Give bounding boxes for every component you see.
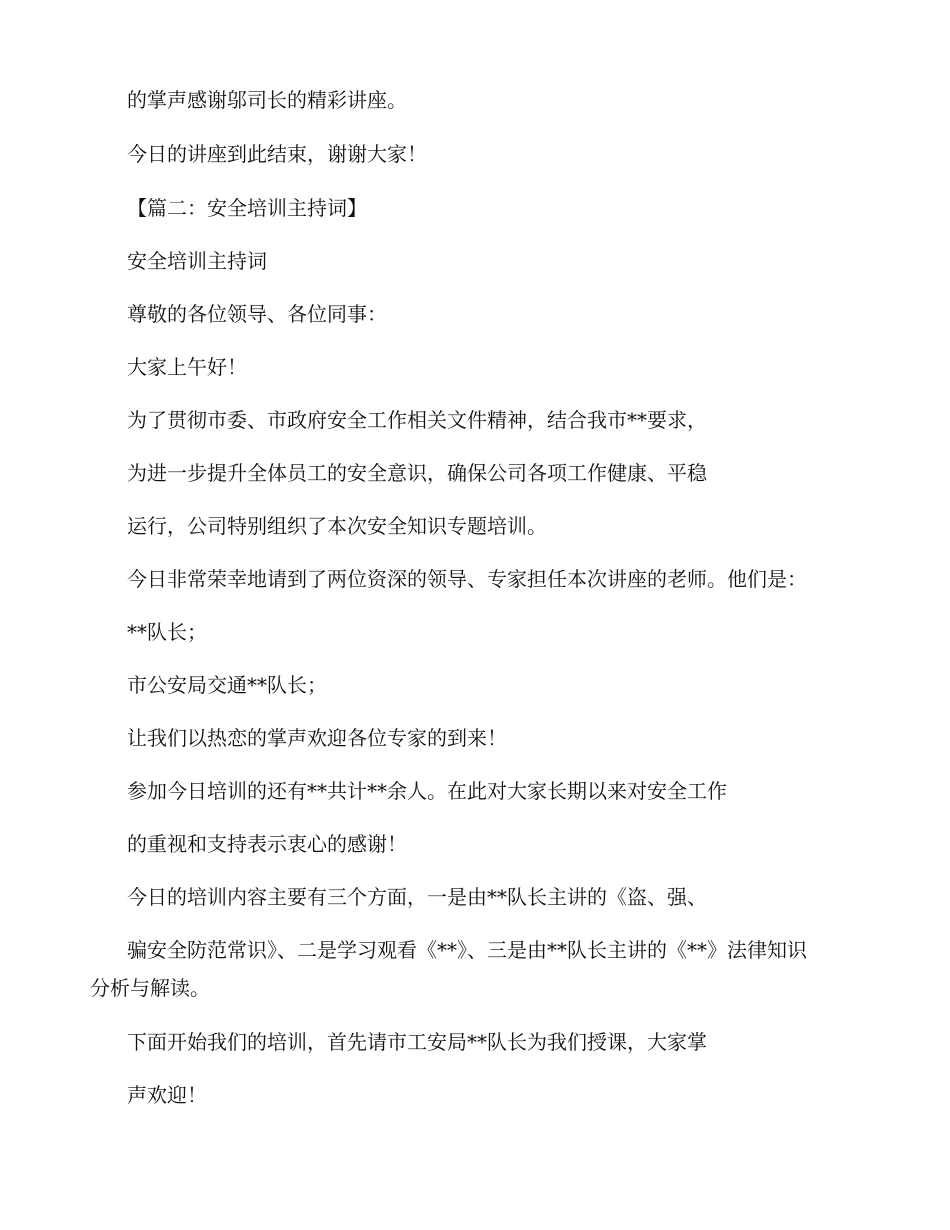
paragraph-line: 下面开始我们的培训，首先请市工安局**队长为我们授课，大家掌 — [127, 1030, 707, 1054]
section-heading: 【篇二：安全培训主持词】 — [127, 196, 367, 220]
paragraph-line: 的重视和支持表示衷心的感谢！ — [127, 832, 407, 856]
document-title: 安全培训主持词 — [127, 249, 267, 273]
paragraph-line: 为了贯彻市委、市政府安全工作相关文件精神，结合我市**要求， — [127, 408, 707, 432]
paragraph-line: 今日的讲座到此结束，谢谢大家！ — [127, 142, 427, 166]
paragraph-line: 参加今日培训的还有**共计**余人。在此对大家长期以来对安全工作 — [127, 779, 727, 803]
salutation: 尊敬的各位领导、各位同事： — [127, 302, 387, 326]
list-item: **队长； — [127, 620, 207, 644]
greeting: 大家上午好！ — [127, 355, 247, 379]
list-item: 市公安局交通**队长； — [127, 673, 327, 697]
paragraph-line: 为进一步提升全体员工的安全意识，确保公司各项工作健康、平稳 — [127, 461, 707, 485]
paragraph-line: 运行，公司特别组织了本次安全知识专题培训。 — [127, 514, 547, 538]
paragraph-line: 的掌声感谢邬司长的精彩讲座。 — [127, 88, 407, 112]
paragraph-line: 让我们以热恋的掌声欢迎各位专家的到来！ — [127, 726, 507, 750]
paragraph-line: 分析与解读。 — [90, 976, 210, 1000]
paragraph-line: 今日非常荣幸地请到了两位资深的领导、专家担任本次讲座的老师。他们是： — [127, 567, 807, 591]
paragraph-line: 今日的培训内容主要有三个方面，一是由**队长主讲的《盗、强、 — [127, 885, 707, 909]
paragraph-line: 声欢迎！ — [127, 1083, 207, 1107]
paragraph-line: 骗安全防范常识》、二是学习观看《**》、三是由**队长主讲的《**》法律知识 — [127, 938, 807, 962]
